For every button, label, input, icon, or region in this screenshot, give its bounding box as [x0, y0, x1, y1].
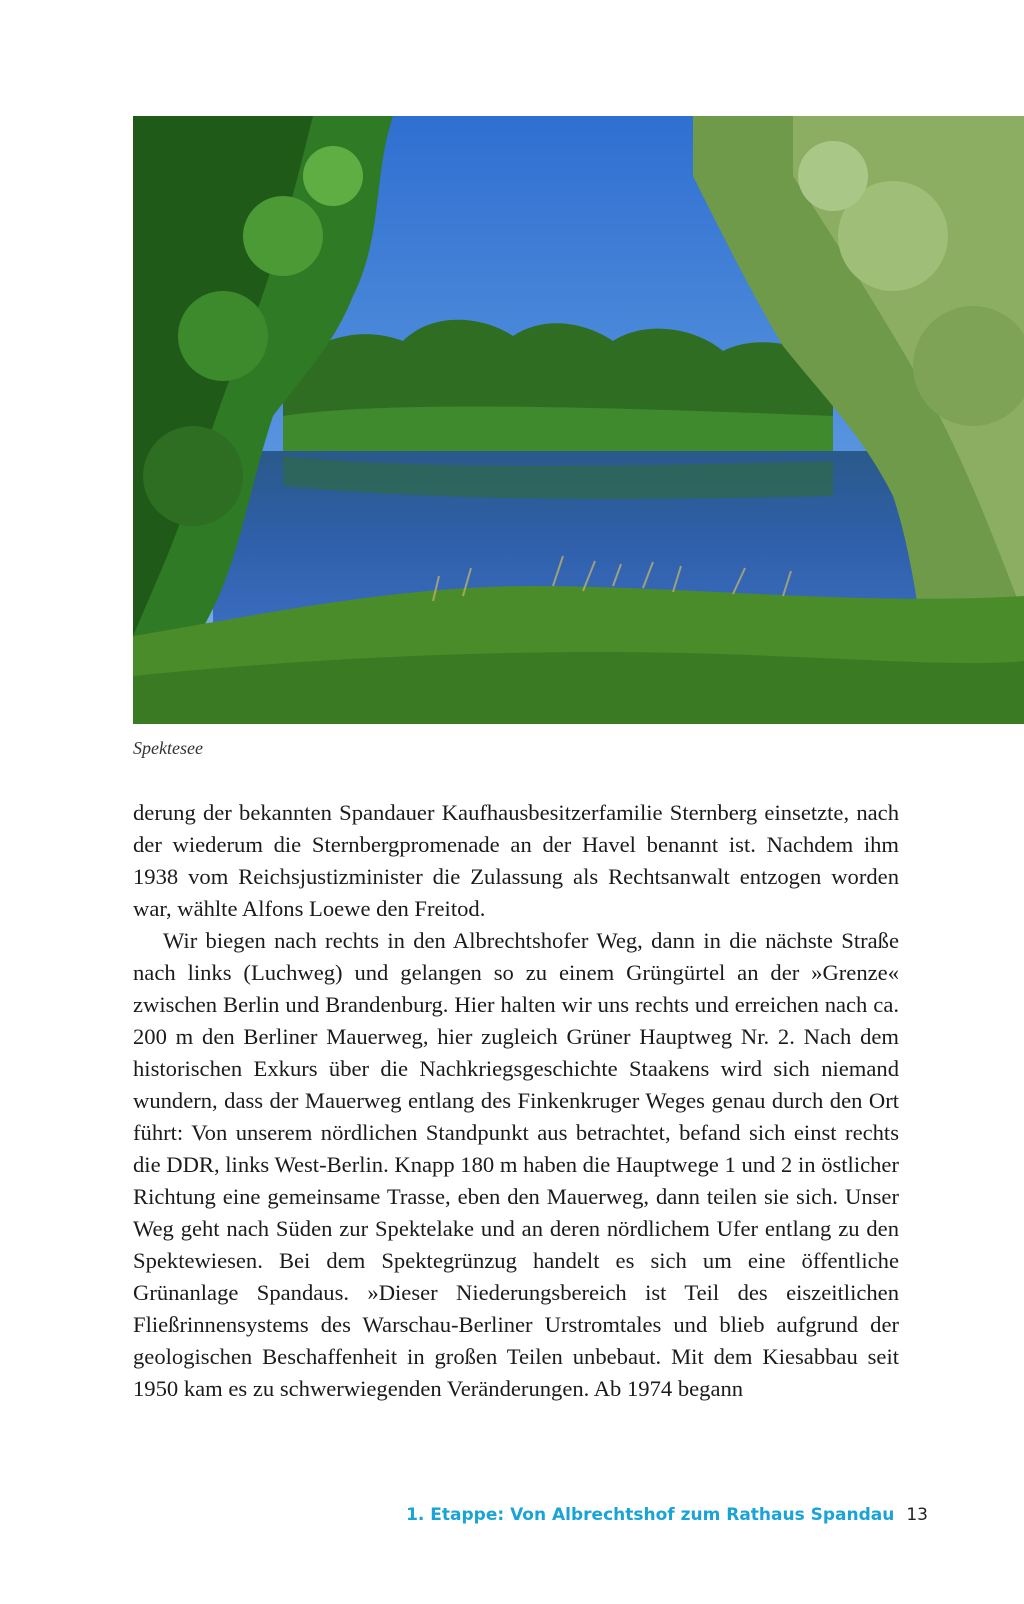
- body-text: [133, 797, 899, 1405]
- photo-caption: Spektesee: [133, 738, 203, 758]
- page-number: 13: [906, 1505, 928, 1525]
- lake-photo: [133, 116, 1024, 724]
- running-head: 1. Etappe: Von Albrechtshof zum Rathaus Spandau: [406, 1505, 895, 1525]
- paragraph-2: Wir biegen nach rechts in den Albrechtshofer Weg, dann in die nächste Straße nach links (Luchweg) und gelangen so zu einem Grüngürtel an der »Grenze« zwischen Berlin und Brandenburg. Hier halten wir uns rechts und erreichen nach ca. 200 m den Berliner Mauerweg, hier zugleich Grüner Hauptweg Nr. 2. Nach dem historischen Exkurs über die Nachkriegsgeschichte Staakens wird sich niemand wundern, dass der Mauerweg entlang des Finkenkruger Weges genau durch den Ort führt: Von unserem nördlichen Standpunkt aus betrachtet, befand sich einst rechts die DDR, links West-Berlin. Knapp 180 m haben die Hauptwege 1 und 2 in östlicher Richtung eine gemeinsame Trasse, eben den Mauerweg, dann teilen sie sich. Unser Weg geht nach Süden zur Spektelake und an deren nördlichem Ufer entlang zu den Spektewiesen. Bei dem Spektegrünzug handelt es sich um eine öffentliche Grünanlage Spandaus. »Dieser Niederungsbereich ist Teil des eiszeitlichen Fließrinnensystems des Warschau-Berliner Urstromtales und blieb aufgrund der geologischen Beschaffenheit in großen Teilen unbebaut. Mit dem Kiesabbau seit 1950 kam es zu schwerwiegenden Veränderungen. Ab 1974 begann: [133, 928, 899, 1401]
- paragraph-1: derung der bekannten Spandauer Kaufhausbesitzerfamilie Sternberg einsetzte, nach der wiederum die Sternbergpromenade an der Havel benannt ist. Nachdem ihm 1938 vom Reichsjustizminister die Zulassung als Rechtsanwalt entzogen worden war, wählte Alfons Loewe den Freitod.: [133, 800, 899, 921]
- page-footer: [406, 1505, 928, 1525]
